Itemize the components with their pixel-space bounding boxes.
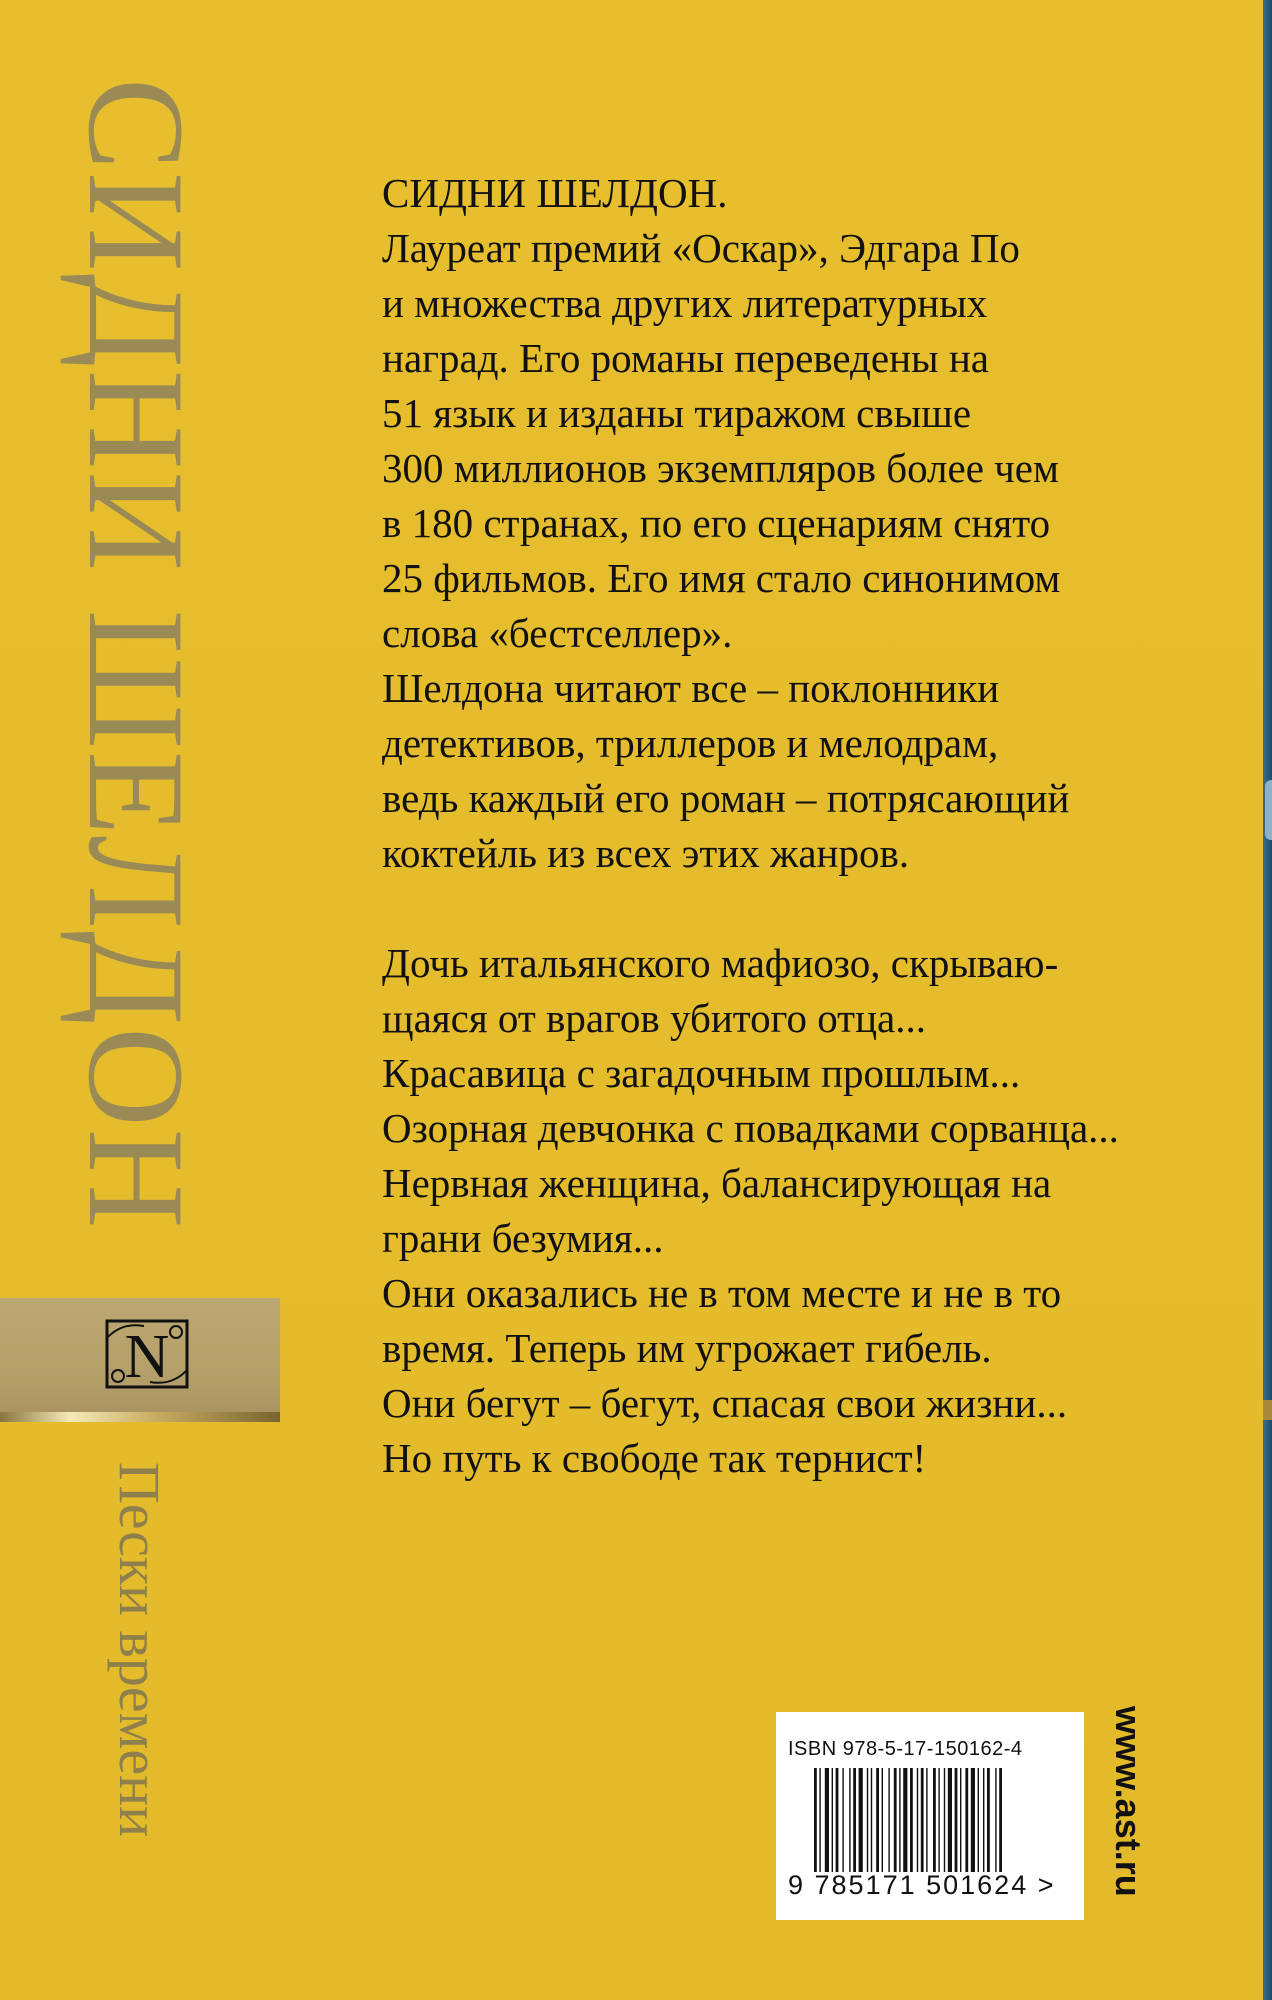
barcode-bar [983, 1768, 984, 1872]
barcode-digits: 9 785171 501624 > [788, 1870, 1056, 1900]
about-author-line: СИДНИ ШЕЛДОН. [382, 170, 728, 216]
barcode-bar [836, 1768, 839, 1872]
barcode-bar [814, 1768, 817, 1872]
about-author-line: слова «бестселлер». [382, 610, 733, 656]
about-author-line: Лауреат премий «Оскар», Эдгара По [382, 225, 1020, 271]
blurb-line: Нервная женщина, балансирующая на [382, 1160, 1052, 1206]
barcode-bar [842, 1768, 843, 1872]
barcode-bar [903, 1768, 907, 1872]
about-author-line: и множества других литературных [382, 280, 988, 326]
barcode-bar [849, 1768, 850, 1872]
barcode-bar [944, 1768, 945, 1872]
about-author-line: 25 фильмов. Его имя стало синонимом [382, 555, 1061, 601]
cover-edge-gold-mark [1263, 1400, 1272, 1420]
barcode-bar [882, 1768, 883, 1872]
cover-edge-notch [1265, 780, 1272, 840]
barcode-bar [910, 1768, 913, 1872]
publisher-band-gold-line [0, 1412, 280, 1422]
about-author-line: Шелдона читают все – поклонники [382, 665, 1000, 711]
blurb-line: щаяся от врагов убитого отца... [382, 995, 926, 1041]
spine-book-title: Пески времени [107, 1462, 172, 1838]
blurb-line: Озорная девчонка с повадками сорванца... [382, 1105, 1119, 1151]
paragraph-gap [382, 881, 1154, 936]
barcode-bar [867, 1768, 868, 1872]
barcode-bar [876, 1768, 879, 1872]
barcode-bar [933, 1768, 936, 1872]
back-cover-text [382, 166, 1154, 1486]
barcode-bar [888, 1768, 889, 1872]
barcode-bar [999, 1768, 1002, 1872]
barcode-bar [971, 1768, 975, 1872]
barcode-bar [871, 1768, 872, 1872]
barcode-bar [938, 1768, 939, 1872]
about-author-line: коктейль из всех этих жанров. [382, 830, 910, 876]
barcode-bar [819, 1768, 820, 1872]
barcode-bar [832, 1768, 833, 1872]
blurb-line: Но путь к свободе так тернист! [382, 1435, 927, 1481]
barcode-bar [978, 1768, 979, 1872]
about-author-line: 300 миллионов экземпляров более чем [382, 445, 1059, 491]
blurb-line: грани безумия... [382, 1215, 664, 1261]
barcode-bar [926, 1768, 927, 1872]
barcode-bar [825, 1768, 829, 1872]
barcode-bar [955, 1768, 958, 1872]
blurb-line: Они оказались не в том месте и не в то [382, 1270, 1062, 1316]
barcode-bars [814, 1768, 1046, 1872]
publisher-website[interactable]: www.ast.ru [1108, 1706, 1149, 1897]
barcode-bar [917, 1768, 918, 1872]
cover-edge-strip [1263, 0, 1272, 2000]
about-author-section [382, 166, 1154, 881]
barcode-bar [899, 1768, 900, 1872]
blurb-section [382, 936, 1154, 1486]
blurb-line: время. Теперь им угрожает гибель. [382, 1325, 992, 1371]
publisher-n-monogram-icon [104, 1318, 190, 1390]
blurb-line: Красавица с загадочным прошлым... [382, 1050, 1021, 1096]
barcode-bar [894, 1768, 897, 1872]
barcode-bar [987, 1768, 990, 1872]
about-author-line: ведь каждый его роман – потрясающий [382, 775, 1070, 821]
publisher-logo-letter: N [124, 1323, 170, 1390]
barcode-box [776, 1712, 1084, 1920]
barcode-bar [965, 1768, 968, 1872]
spine-author-name: СИДНИ ШЕЛДОН [60, 78, 213, 1231]
about-author-line: наград. Его романы переведены на [382, 335, 989, 381]
blurb-line: Дочь итальянского мафиозо, скрываю- [382, 940, 1059, 986]
blurb-line: Они бегут – бегут, спасая свои жизни... [382, 1380, 1068, 1426]
barcode-bar [853, 1768, 856, 1872]
barcode-bar [859, 1768, 863, 1872]
isbn-label: ISBN 978-5-17-150162-4 [788, 1738, 1023, 1760]
barcode-bar [995, 1768, 996, 1872]
about-author-line: 51 язык и изданы тиражом свыше [382, 390, 972, 436]
about-author-line: детективов, триллеров и мелодрам, [382, 720, 999, 766]
barcode-bar [948, 1768, 952, 1872]
about-author-line: в 180 странах, по его сценариям снято [382, 500, 1051, 546]
barcode-bar [960, 1768, 961, 1872]
barcode-bar [921, 1768, 924, 1872]
